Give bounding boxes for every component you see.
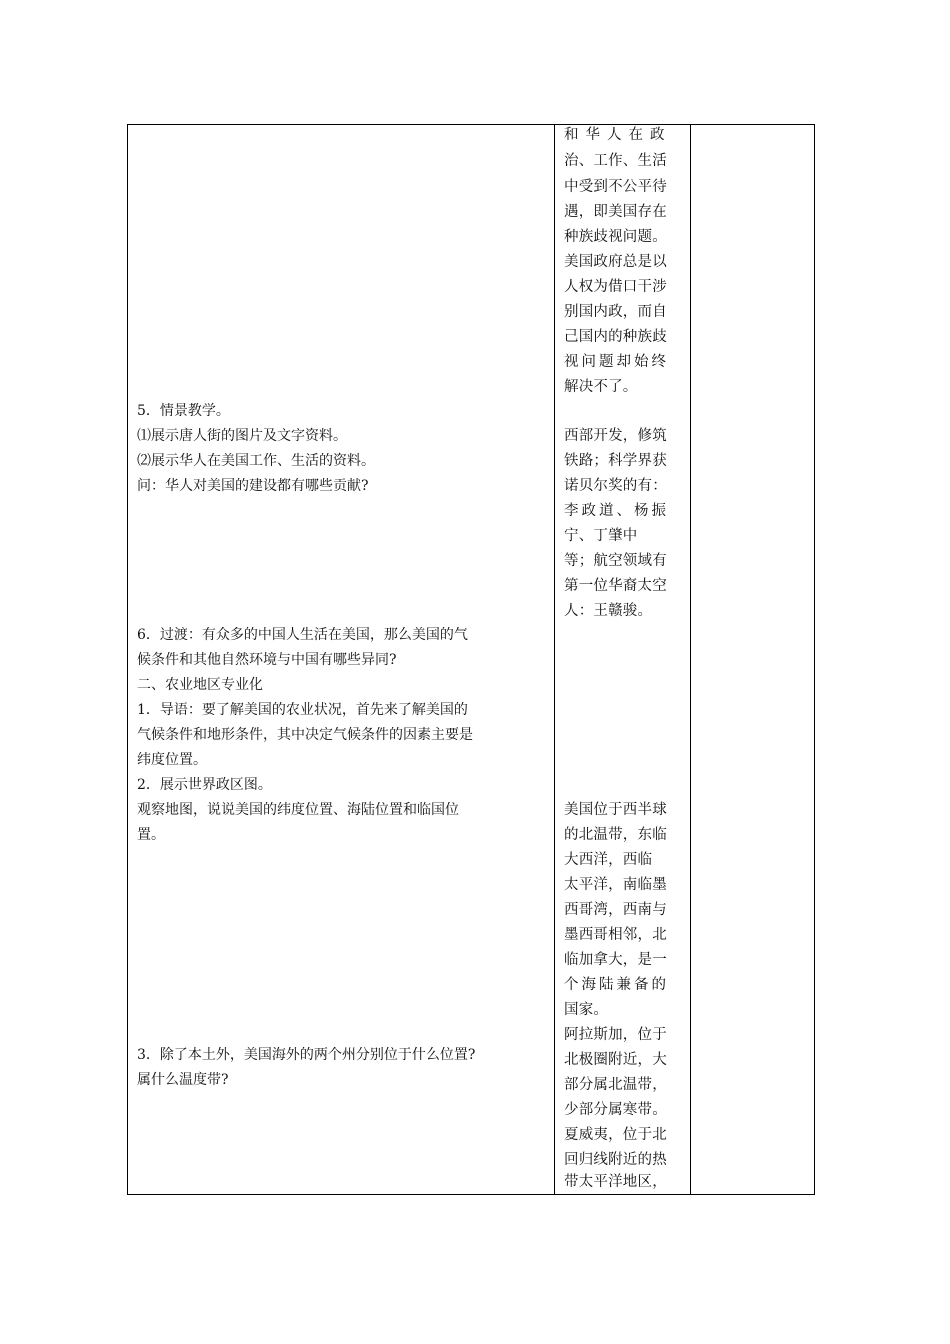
answer-text: 解决不了。: [564, 379, 638, 395]
answer-text: 墨西哥相邻，北: [564, 927, 667, 943]
answer-text: 人：王赣骏。: [564, 603, 653, 619]
answer-text: 大西洋，西临: [564, 852, 653, 868]
answer-text: 西哥湾，西南与: [564, 902, 667, 918]
answer-text: 带太平洋地区，: [564, 1174, 667, 1190]
section-heading: 二、农业地区专业化: [137, 677, 263, 693]
step-text: 属什么温度带?: [137, 1072, 229, 1088]
step-text: 3．除了本土外，美国海外的两个州分别位于什么位置?: [137, 1047, 476, 1063]
answer-text: 第一位华裔太空: [564, 578, 667, 594]
answer-text: 个海陆兼备的: [564, 977, 669, 993]
step-text: 候条件和其他自然环境与中国有哪些异同?: [137, 652, 397, 668]
answer-text: 阿拉斯加，位于: [564, 1027, 667, 1043]
answer-text: 视问题却始终: [564, 354, 669, 370]
answer-text: 临加拿大，是一: [564, 952, 667, 968]
answer-text: 铁路；科学界获: [564, 453, 667, 469]
answer-text: 夏威夷，位于北: [564, 1127, 667, 1143]
answer-text: 人权为借口干涉: [564, 279, 667, 295]
answer-text: 李政道、杨振: [564, 503, 669, 519]
answer-text: 美国位于西半球: [564, 802, 667, 818]
answer-text: 种族歧视问题。: [564, 229, 667, 245]
answer-text: 西部开发，修筑: [564, 428, 667, 444]
step-text: ⑴展示唐人街的图片及文字资料。: [137, 428, 347, 444]
answer-text: 治、工作、生活: [564, 153, 667, 169]
answer-text: 别国内政，而自: [564, 304, 667, 320]
answer-text: 太平洋，南临墨: [564, 877, 667, 893]
step-text: 5．情景教学。: [137, 403, 230, 419]
answer-text: 遇，即美国存在: [564, 204, 667, 220]
lesson-plan-table: [127, 124, 815, 1195]
answer-text: 北极圈附近，大: [564, 1052, 667, 1068]
step-text: 置。: [137, 827, 165, 843]
answer-text: 国家。: [564, 1002, 609, 1018]
step-text: 2．展示世界政区图。: [137, 777, 272, 793]
column-divider: [554, 125, 555, 1194]
answer-text: 诺贝尔奖的有：: [564, 478, 667, 494]
answer-text: 部分属北温带，: [564, 1077, 667, 1093]
answer-text: 己国内的种族歧: [564, 329, 667, 345]
answer-text: 回归线附近的热: [564, 1152, 667, 1168]
answer-text: 宁、丁肇中: [564, 528, 638, 544]
answer-text: 和华人在政: [564, 127, 672, 143]
answer-text: 等；航空领域有: [564, 553, 667, 569]
step-text: 气候条件和地形条件，其中决定气候条件的因素主要是: [137, 727, 473, 743]
step-text: 观察地图，说说美国的纬度位置、海陆位置和临国位: [137, 802, 459, 818]
step-text: ⑵展示华人在美国工作、生活的资料。: [137, 453, 375, 469]
answer-text: 的北温带，东临: [564, 827, 667, 843]
step-text: 问：华人对美国的建设都有哪些贡献?: [137, 478, 369, 494]
column-divider: [690, 125, 691, 1194]
answer-text: 美国政府总是以: [564, 254, 667, 270]
step-text: 1．导语：要了解美国的农业状况，首先来了解美国的: [137, 702, 468, 718]
step-text: 6．过渡：有众多的中国人生活在美国，那么美国的气: [137, 627, 468, 643]
step-text: 纬度位置。: [137, 752, 207, 768]
answer-text: 少部分属寒带。: [564, 1102, 667, 1118]
answer-text: 中受到不公平待: [564, 179, 667, 195]
